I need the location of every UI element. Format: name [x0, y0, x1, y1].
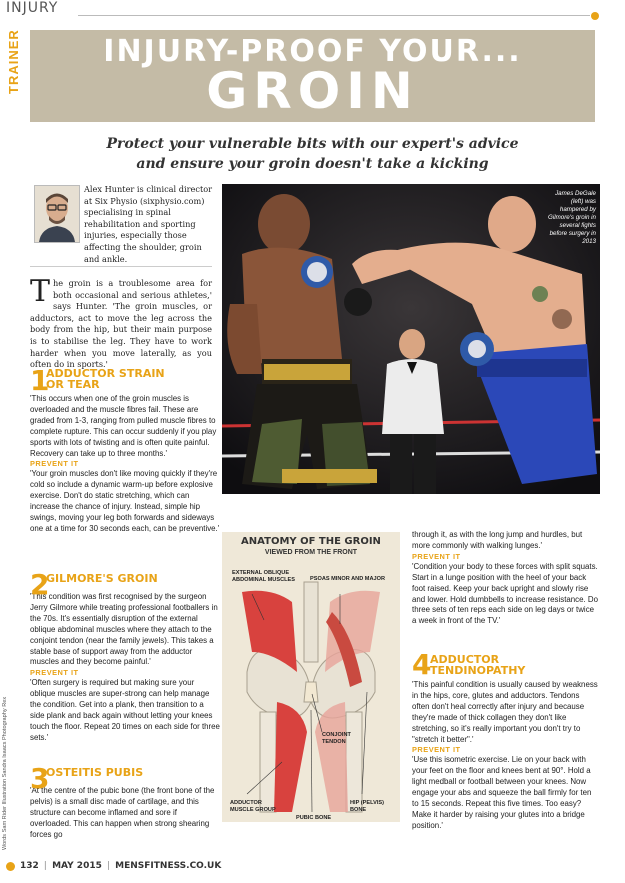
site-url: MENSFITNESS.CO.UK: [115, 861, 222, 871]
intro-paragraph: T he groin is a troublesome area for both occasional and serious athletes,' says Hunter. 'The groin muscles, or adductors, act to move the leg across the body from the hip, but their main purpose is to stabilise the leg. They have to work harder when you move laterally, as you often do in sports.': [30, 274, 212, 370]
section-number: 2: [30, 568, 50, 601]
photo-caption: James DeGale (left) was hampered by Gilmore's groin in several fights before surgery in 2013: [548, 190, 596, 245]
section-title: OR TEAR: [46, 378, 100, 391]
section-prevent: 'Condition your body to these forces with split squats. Start in a lunge position with the heel of your back foot raised. Keep your back upright and slowly rise and lower. Hold dumbbells to increase resistance. Do three sets of ten reps each side on leg days or twice a week in front of the TV.': [412, 561, 598, 626]
section-label: INJURY: [6, 0, 59, 16]
section-number: 1: [30, 364, 50, 397]
top-dot: [591, 12, 599, 20]
label-hip-bone: HIP (PELVIS) BONE: [350, 800, 384, 813]
label-conjoint-tendon: CONJOINT TENDON: [322, 732, 351, 745]
section-prevent: 'Your groin muscles don't like moving quickly if they're cold so include a dynamic warm-up before explosive exercise. Don't do static stretching, which can increase the chance of injury. Instead, simple hip swings, moving your leg both forwards and sideways one at a time for 30 seconds each, can be preventive.': [30, 469, 220, 533]
section-title: OSTEITIS PUBIS: [46, 766, 144, 779]
section-2: [30, 570, 220, 744]
section-title: ADDUCTOR: [430, 653, 500, 666]
prevent-label: PREVENT IT: [412, 551, 461, 561]
anatomy-subtitle: VIEWED FROM THE FRONT: [264, 549, 358, 556]
label-oblique: EXTERNAL OBLIQUE ABDOMINAL MUSCLES: [232, 570, 295, 583]
title-line-2: GROIN: [206, 62, 419, 120]
label-psoas: PSOAS MINOR AND MAJOR: [310, 576, 386, 582]
page-number: 132: [20, 861, 39, 871]
section-4: [412, 648, 598, 832]
section-body: 'At the centre of the pubic bone (the front bone of the pelvis) is a small disc made of cartilage, and this structure can become inflamed and sore if overloaded. This can happen when strong shearing forces go: [30, 786, 215, 839]
prevent-label: PREVENT IT: [30, 459, 79, 469]
side-label: TRAINER: [6, 29, 21, 94]
drop-cap: T: [30, 274, 51, 309]
top-rule: [78, 15, 590, 16]
label-pubic-bone: PUBIC BONE: [296, 815, 332, 821]
author-avatar: [34, 185, 80, 243]
issue-date: MAY 2015: [52, 861, 102, 871]
author-bio: Alex Hunter is clinical director at Six Physio (sixphysio.com) specialising in spinal rehabilitation and sporting injuries, especially those affecting the shoulder, groin and ankle.: [84, 184, 213, 264]
footer-dot: [6, 862, 15, 871]
title-line-1: INJURY-PROOF YOUR...: [103, 34, 522, 69]
divider: [30, 266, 212, 267]
boxing-photo: [222, 184, 600, 494]
credit: Words Sam Rider Illustration Sandra Isaacs Photography Rex: [2, 696, 8, 850]
anatomy-title: ANATOMY OF THE GROIN: [241, 536, 381, 547]
section-3-continued: [412, 530, 598, 627]
prevent-label: PREVENT IT: [30, 668, 79, 678]
section-prevent: 'Use this isometric exercise. Lie on your back with your feet on the floor and knees bent at 90°. Hold a light medball or football between your knees. Now engage your abs and squeeze the ball firmly for ten to 15 seconds. Repeat this five times. Too easy? Make it harder by raising your glutes into a bridge position.': [412, 755, 592, 830]
prevent-label: PREVENT IT: [412, 745, 461, 755]
section-body: 'This painful condition is usually caused by weakness in the hips, core, glutes and adductors. Tendons often don't heal correctly after injury and because they're made of thick collagen they don't like stretching, so it's really important you don't try to "stretch it better".': [412, 680, 598, 744]
section-body-cont: through it, as with the long jump and hurdles, but more commonly with walking lunges.': [412, 530, 583, 550]
section-title: ADDUCTOR STRAIN: [46, 367, 165, 380]
section-title: GILMORE'S GROIN: [46, 572, 158, 585]
section-1: [30, 366, 220, 535]
label-adductor: ADDUCTOR MUSCLE GROUP: [230, 800, 276, 813]
section-body: 'This occurs when one of the groin muscles is overloaded and the muscle fibres fail. These are graded from 1-3, ranging from pulled muscle fibres to complete rupture. This can occur suddenly if you play sports with lots of twisting and is often quite painful. Recovery can take up to three months.': [30, 394, 217, 458]
section-3: [30, 764, 220, 841]
section-number: 3: [30, 762, 50, 795]
section-number: 4: [412, 648, 432, 681]
standfirst: Protect your vulnerable bits with our expert's advice and ensure your groin doesn't take a kicking: [106, 136, 519, 172]
footer: 132 | MAY 2015 | MENSFITNESS.CO.UK: [20, 861, 222, 871]
section-title: TENDINOPATHY: [430, 664, 526, 677]
section-prevent: 'Often surgery is required but making sure your oblique muscles are super-strong can help manage the condition. Get into a plank, then transition to a side plank and back again without letting your knees touch the floor. Repeat 20 times on each side for three sets.': [30, 678, 220, 742]
section-body: 'This condition was first recognised by the surgeon Jerry Gilmore while treating professional footballers in the 70s. It's essentially disruption of the external oblique abdominal muscles where they attach to the conjoint tendon (near the family jewels). This takes a stable base of support away from the adductor muscles and they become painful.': [30, 592, 218, 667]
